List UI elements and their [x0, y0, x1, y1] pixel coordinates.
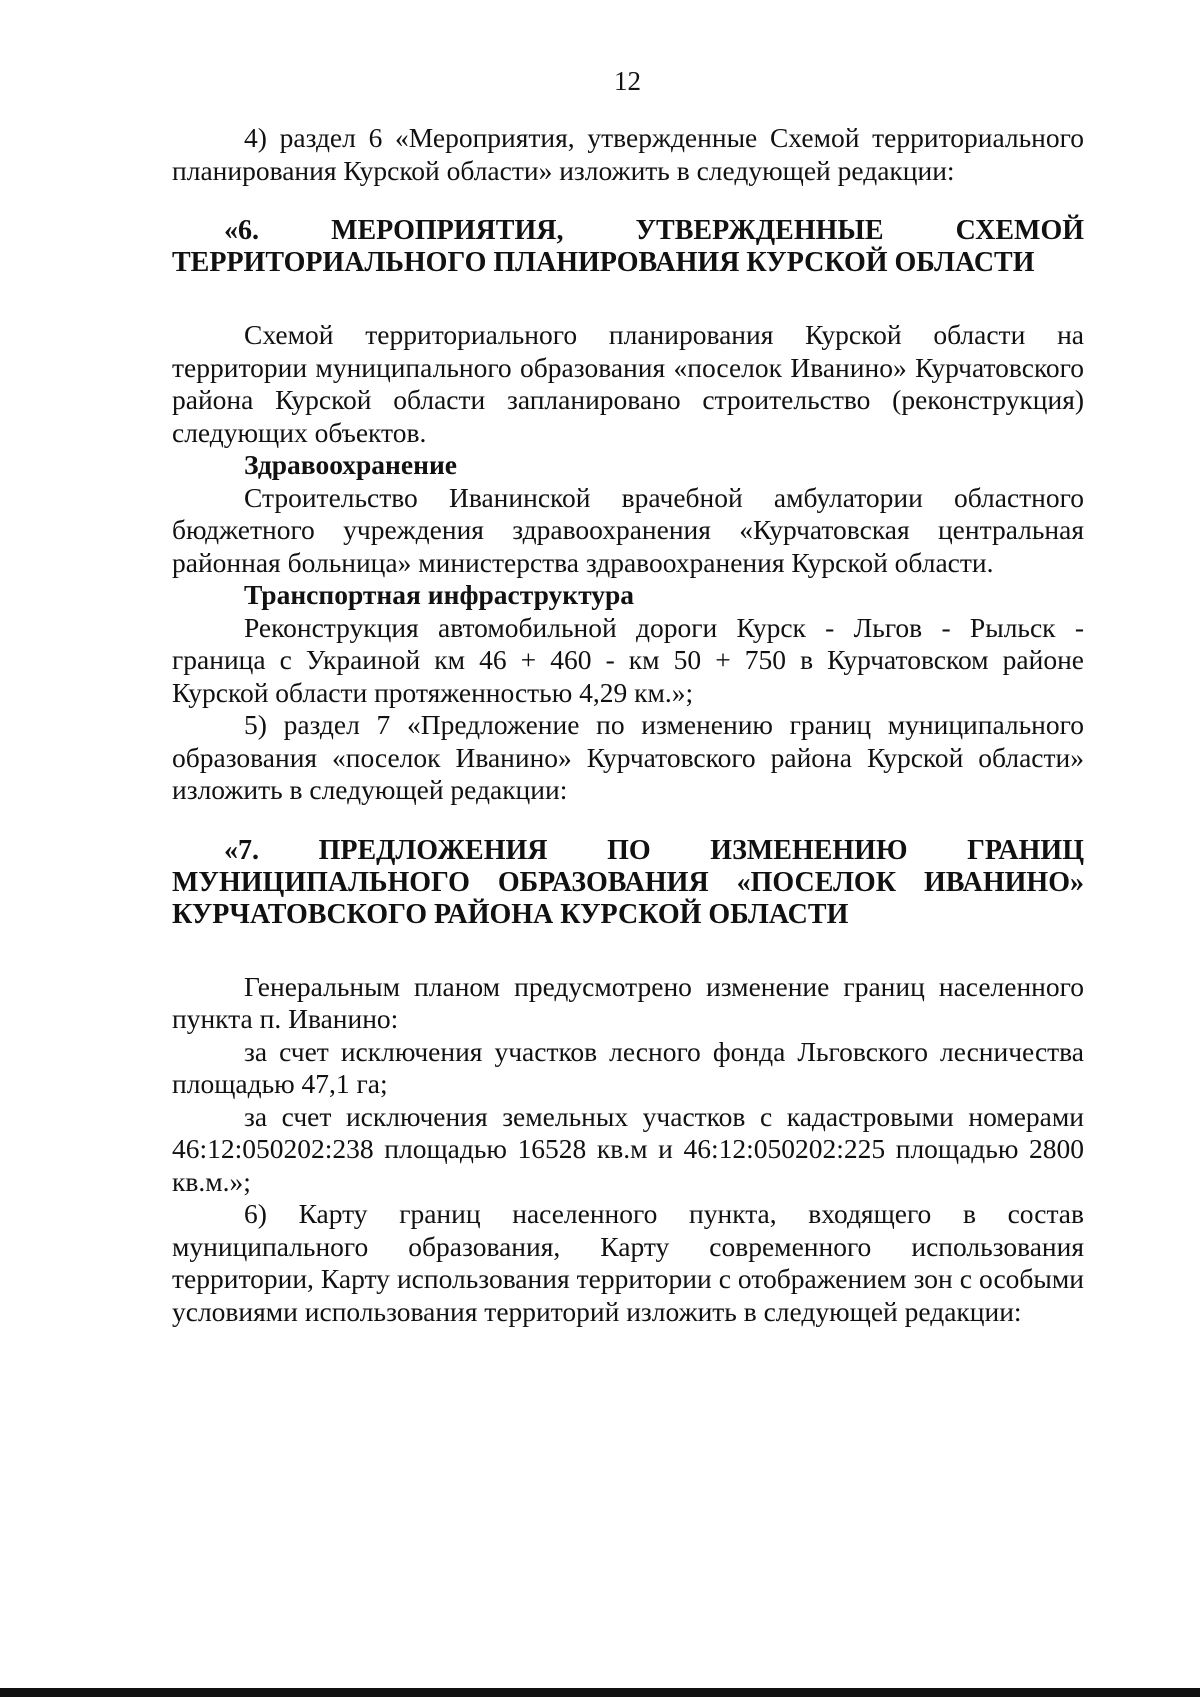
paragraph-transport: Реконструкция автомобильной дороги Курск - Льгов - Рыльск - граница с Украиной км 46 + 460 - км 50 + 750 в Курчатовском районе Курской области протяженностью 4,29 км.»; [172, 611, 1084, 708]
subheading-transport: Транспортная инфраструктура [244, 579, 635, 610]
section-heading-6: «6. МЕРОПРИЯТИЯ, УТВЕРЖДЕННЫЕ СХЕМОЙ ТЕРРИТОРИАЛЬНОГО ПЛАНИРОВАНИЯ КУРСКОЙ ОБЛАСТИ [172, 215, 1084, 278]
paragraph-amendment-4: 4) раздел 6 «Мероприятия, утвержденные Схемой территориального планирования Курской области» изложить в следующей редакции: [172, 122, 1084, 186]
page-number: 12 [614, 66, 641, 96]
paragraph-general-plan: Генеральным планом предусмотрено изменение границ населенного пункта п. Иванино: [172, 970, 1084, 1034]
paragraph-forest-fund: за счет исключения участков лесного фонда Льговского лесничества площадью 47,1 га; [172, 1035, 1084, 1099]
paragraph-amendment-6: 6) Карту границ населенного пункта, входящего в состав муниципального образования, Карту современного использования территории, Карту использования территории с отображением зон с особыми условиями использования территорий изложить в следующей редакции: [172, 1198, 1084, 1327]
section-heading-7: «7. ПРЕДЛОЖЕНИЯ ПО ИЗМЕНЕНИЮ ГРАНИЦ МУНИЦИПАЛЬНОГО ОБРАЗОВАНИЯ «ПОСЕЛОК ИВАНИНО» КУРЧАТОВСКОГО РАЙОНА КУРСКОЙ ОБЛАСТИ [172, 834, 1084, 930]
subheading-healthcare: Здравоохранение [244, 449, 458, 480]
paragraph-cadastral: за счет исключения земельных участков с кадастровыми номерами 46:12:050202:238 площадью 16528 кв.м и 46:12:050202:225 площадью 2800 кв.м.»; [172, 1100, 1084, 1197]
paragraph-amendment-5: 5) раздел 7 «Предложение по изменению границ муниципального образования «поселок Иванино» Курчатовского района Курской области» изложить в следующей редакции: [172, 709, 1084, 805]
bottom-scan-edge [0, 1688, 1200, 1697]
paragraph-planned-objects: Схемой территориального планирования Курской области на территории муниципального образования «поселок Иванино» Курчатовского района Курской области запланировано строительство (реконструкция) следующих объектов. [172, 319, 1084, 448]
document-body [172, 122, 1084, 1328]
paragraph-healthcare: Строительство Иванинской врачебной амбулатории областного бюджетного учреждения здравоохранения «Курчатовская центральная районная больница» министерства здравоохранения Курской области. [172, 481, 1084, 578]
